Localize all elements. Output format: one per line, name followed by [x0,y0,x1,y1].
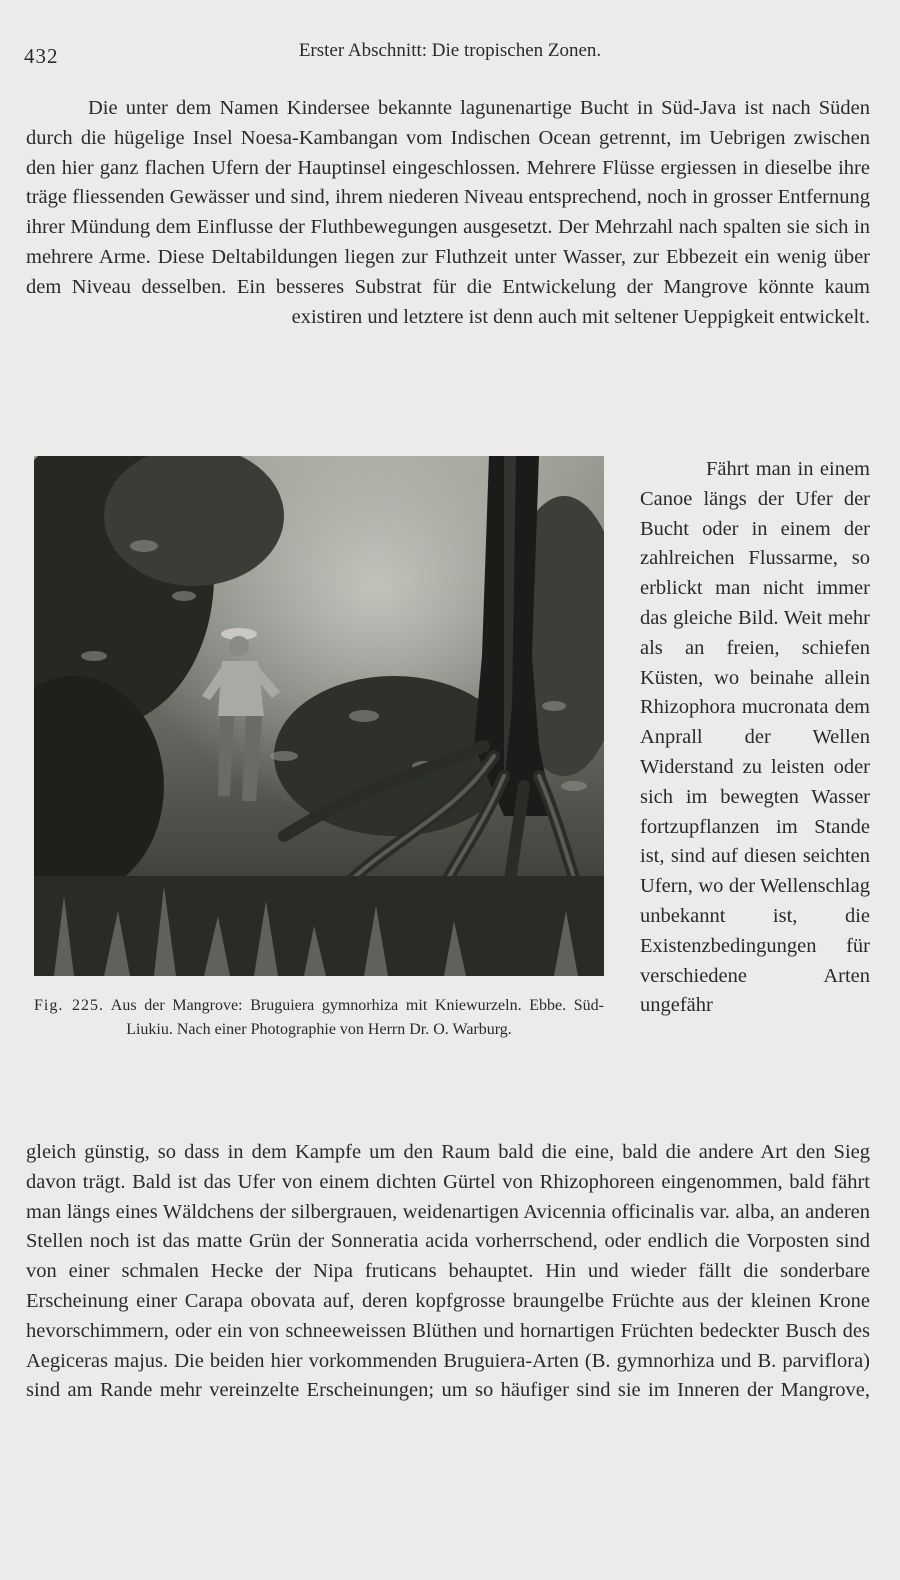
running-title: Erster Abschnitt: Die tropischen Zonen. [298,40,602,61]
figure-number: Fig. 225. [34,997,105,1014]
page-number: 432 [24,44,59,68]
mangrove-photograph [34,456,604,976]
figure-caption-text: Aus der Mangrove: Bruguiera gymnorhiza mit Kniewurzeln. Ebbe. Süd-Liukiu. Nach einer Photographie von Herrn Dr. O. Warburg. [110,997,604,1038]
mangrove-photo-illustration [34,456,604,976]
paragraph-sidebar: Fährt man in einem Canoe längs der Ufer der Bucht oder in einem der zahlreichen Flussarme, so erblickt man nicht immer das gleiche Bild. Weit mehr als an freien, schiefen Küsten, wo beinahe allein Rhizophora mucronata dem Anprall der Wellen Widerstand zu leisten oder sich im bewegten Wasser fortzupflanzen im Stande ist, sind auf diesen seichten Ufern, wo der Wellenschlag unbekannt ist, die Existenzbedingungen für verschiedene Arten ungefähr [640,458,870,1017]
figure-caption [34,994,604,1042]
paragraph-intro: Die unter dem Namen Kindersee bekannte lagunenartige Bucht in Süd-Java ist nach Süden durch die hügelige Insel Noesa-Kambangan vom Indischen Ocean getrennt, im Uebrigen zwischen den hier ganz flachen Ufern der Hauptinsel eingeschlossen. Mehrere Flüsse ergiessen in dieselbe ihre träge fliessenden Gewässer und sind, ihrem niederen Niveau entsprechend, noch in grosser Entfernung ihrer Mündung dem Einflusse der Fluthbewegungen ausgesetzt. Der Mehrzahl nach spalten sie sich in mehrere Arme. Diese Deltabildungen liegen zur Fluthzeit unter Wasser, zur Ebbezeit ein wenig über dem Niveau desselben. Ein besseres Substrat für die Entwickelung der Mangrove könnte kaum existiren und letztere ist denn auch mit seltener Ueppigkeit entwickelt. [26,97,870,328]
paragraph-continuation: gleich günstig, so dass in dem Kampfe um den Raum bald die eine, bald die andere Art den Sieg davon trägt. Bald ist das Ufer von einem dichten Gürtel von Rhizophoreen eingenommen, bald fährt man längs eines Wäldchens der silbergrauen, weidenartigen Avicennia officinalis var. alba, an anderen Stellen noch ist das matte Grün der Sonneratia acida vorherrschend, oder endlich die Vorposten sind von einer schmalen Hecke der Nipa fruticans behauptet. Hin und wieder fällt die sonderbare Erscheinung einer Carapa obovata auf, deren kopfgrosse braungelbe Früchte aus der kleinen Krone hevorschimmern, oder ein von schneeweissen Blüthen und hornartigen Früchten bedeckter Busch des Aegiceras majus. Die beiden hier vorkommenden Bruguiera-Arten (B. gymnorhiza und B. parviflora) sind am Rande mehr vereinzelte Erscheinungen; um so häufiger sind sie im Inneren der Mangrove, [26,1141,870,1402]
